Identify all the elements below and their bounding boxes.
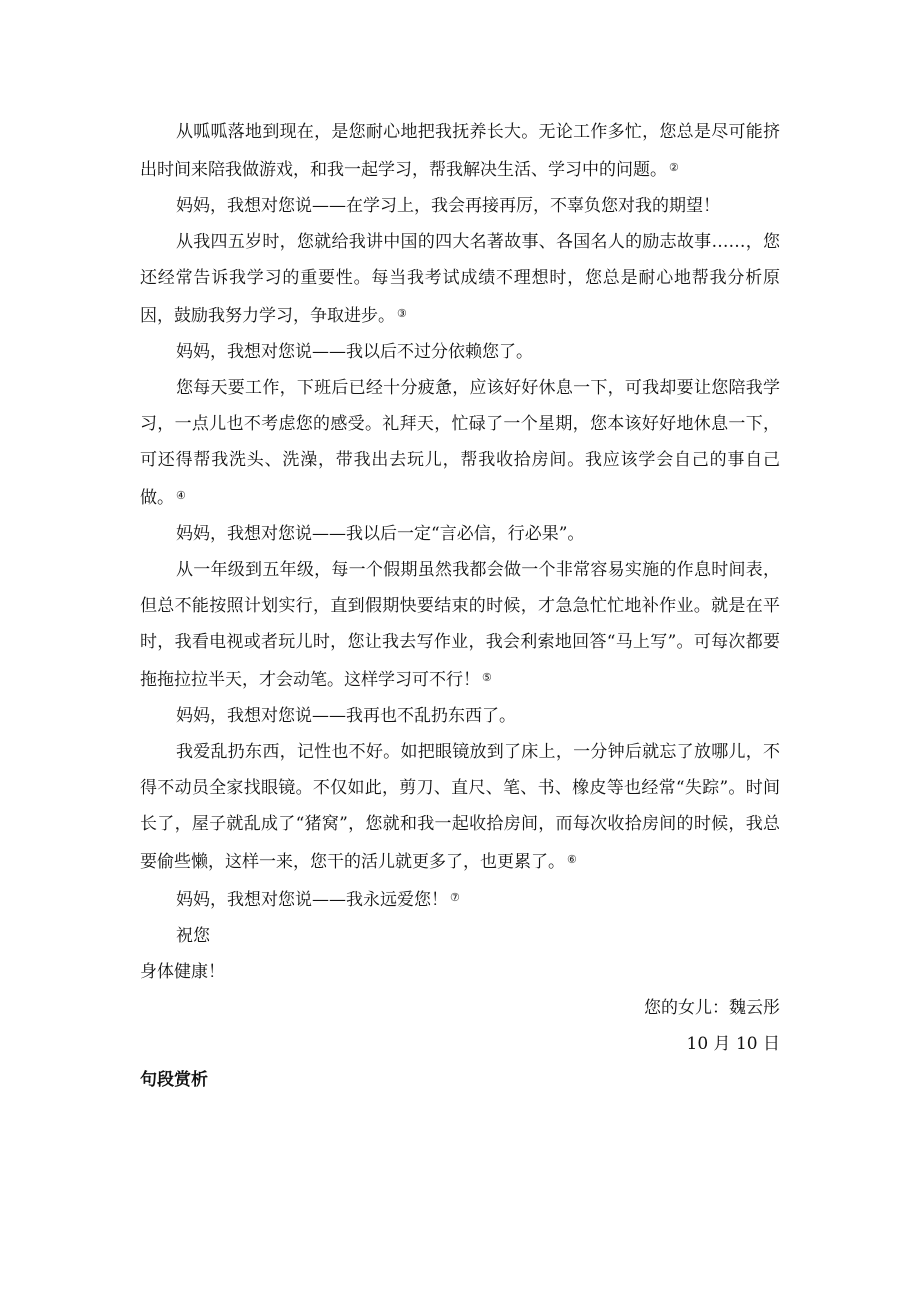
letter-paragraph — [140, 188, 780, 224]
paragraph-text: 从呱呱落地到现在，是您耐心地把我抚养长大。无论工作多忙，您总是尽可能挤出时间来陪我做游戏，和我一起学习，帮我解决生活、学习中的问题。 — [140, 122, 780, 180]
annotation-marker: ② — [669, 161, 679, 174]
paragraph-text: 妈妈，我想对您说——我以后不过分依赖您了。 — [176, 342, 533, 362]
closing-wish: 祝您 — [176, 926, 210, 946]
paragraph-text: 我爱乱扔东西，记性也不好。如把眼镜放到了床上，一分钟后就忘了放哪儿，不得不动员全家找眼镜。不仅如此，剪刀、直尺、笔、书、橡皮等也经常“失踪”。时间长了，屋子就乱成了“猪窝”，您就和我一起收拾房间，而每次收拾房间的时候，我总要偷些懒，这样一来，您干的活儿就更多了，也更累了。 — [140, 742, 780, 872]
letter-paragraph — [140, 334, 780, 370]
paragraph-text: 从我四五岁时，您就给我讲中国的四大名著故事、各国名人的励志故事……，您还经常告诉我学习的重要性。每当我考试成绩不理想时，您总是耐心地帮我分析原因，鼓励我努力学习，争取进步。 — [140, 232, 780, 326]
paragraph-text: 从一年级到五年级，每一个假期虽然我都会做一个非常容易实施的作息时间表，但总不能按照计划实行，直到假期快要结束的时候，才急急忙忙地补作业。就是在平时，我看电视或者玩儿时，您让我去写作业，我会利索地回答“马上写”。可每次都要拖拖拉拉半天，才会动笔。这样学习可不行！ — [140, 560, 780, 690]
letter-paragraph — [140, 552, 780, 698]
annotation-marker: ⑦ — [450, 891, 460, 904]
paragraph-text: 妈妈，我想对您说——在学习上，我会再接再厉，不辜负您对我的期望！ — [176, 196, 720, 216]
annotation-marker: ⑥ — [567, 853, 577, 866]
letter-paragraph — [140, 880, 780, 918]
annotation-marker: ⑤ — [482, 671, 492, 684]
signature: 您的女儿：魏云彤 — [644, 998, 780, 1018]
letter-paragraph — [140, 698, 780, 734]
annotation-marker: ③ — [397, 307, 407, 320]
letter-paragraph — [140, 516, 780, 552]
letter-paragraph — [140, 114, 780, 188]
letter-body — [140, 114, 780, 1098]
letter-paragraph — [140, 224, 780, 334]
closing-health: 身体健康！ — [140, 962, 225, 982]
paragraph-text: 您每天要工作，下班后已经十分疲惫，应该好好休息一下，可我却要让您陪我学习，一点儿也不考虑您的感受。礼拜天，忙碌了一个星期，您本该好好地休息一下，可还得帮我洗头、洗澡，带我出去玩儿，帮我收拾房间。我应该学会自己的事自己做。 — [140, 378, 780, 508]
paragraph-text: 妈妈，我想对您说——我永远爱您！ — [176, 890, 448, 910]
annotation-marker: ④ — [176, 489, 186, 502]
paragraph-text: 妈妈，我想对您说——我再也不乱扔东西了。 — [176, 706, 516, 726]
paragraph-text: 妈妈，我想对您说——我以后一定“言必信，行必果”。 — [176, 524, 585, 544]
section-heading: 句段赏析 — [140, 1070, 208, 1090]
date: 10 月 10 日 — [686, 1034, 780, 1054]
letter-paragraph — [140, 734, 780, 880]
letter-paragraph — [140, 370, 780, 516]
